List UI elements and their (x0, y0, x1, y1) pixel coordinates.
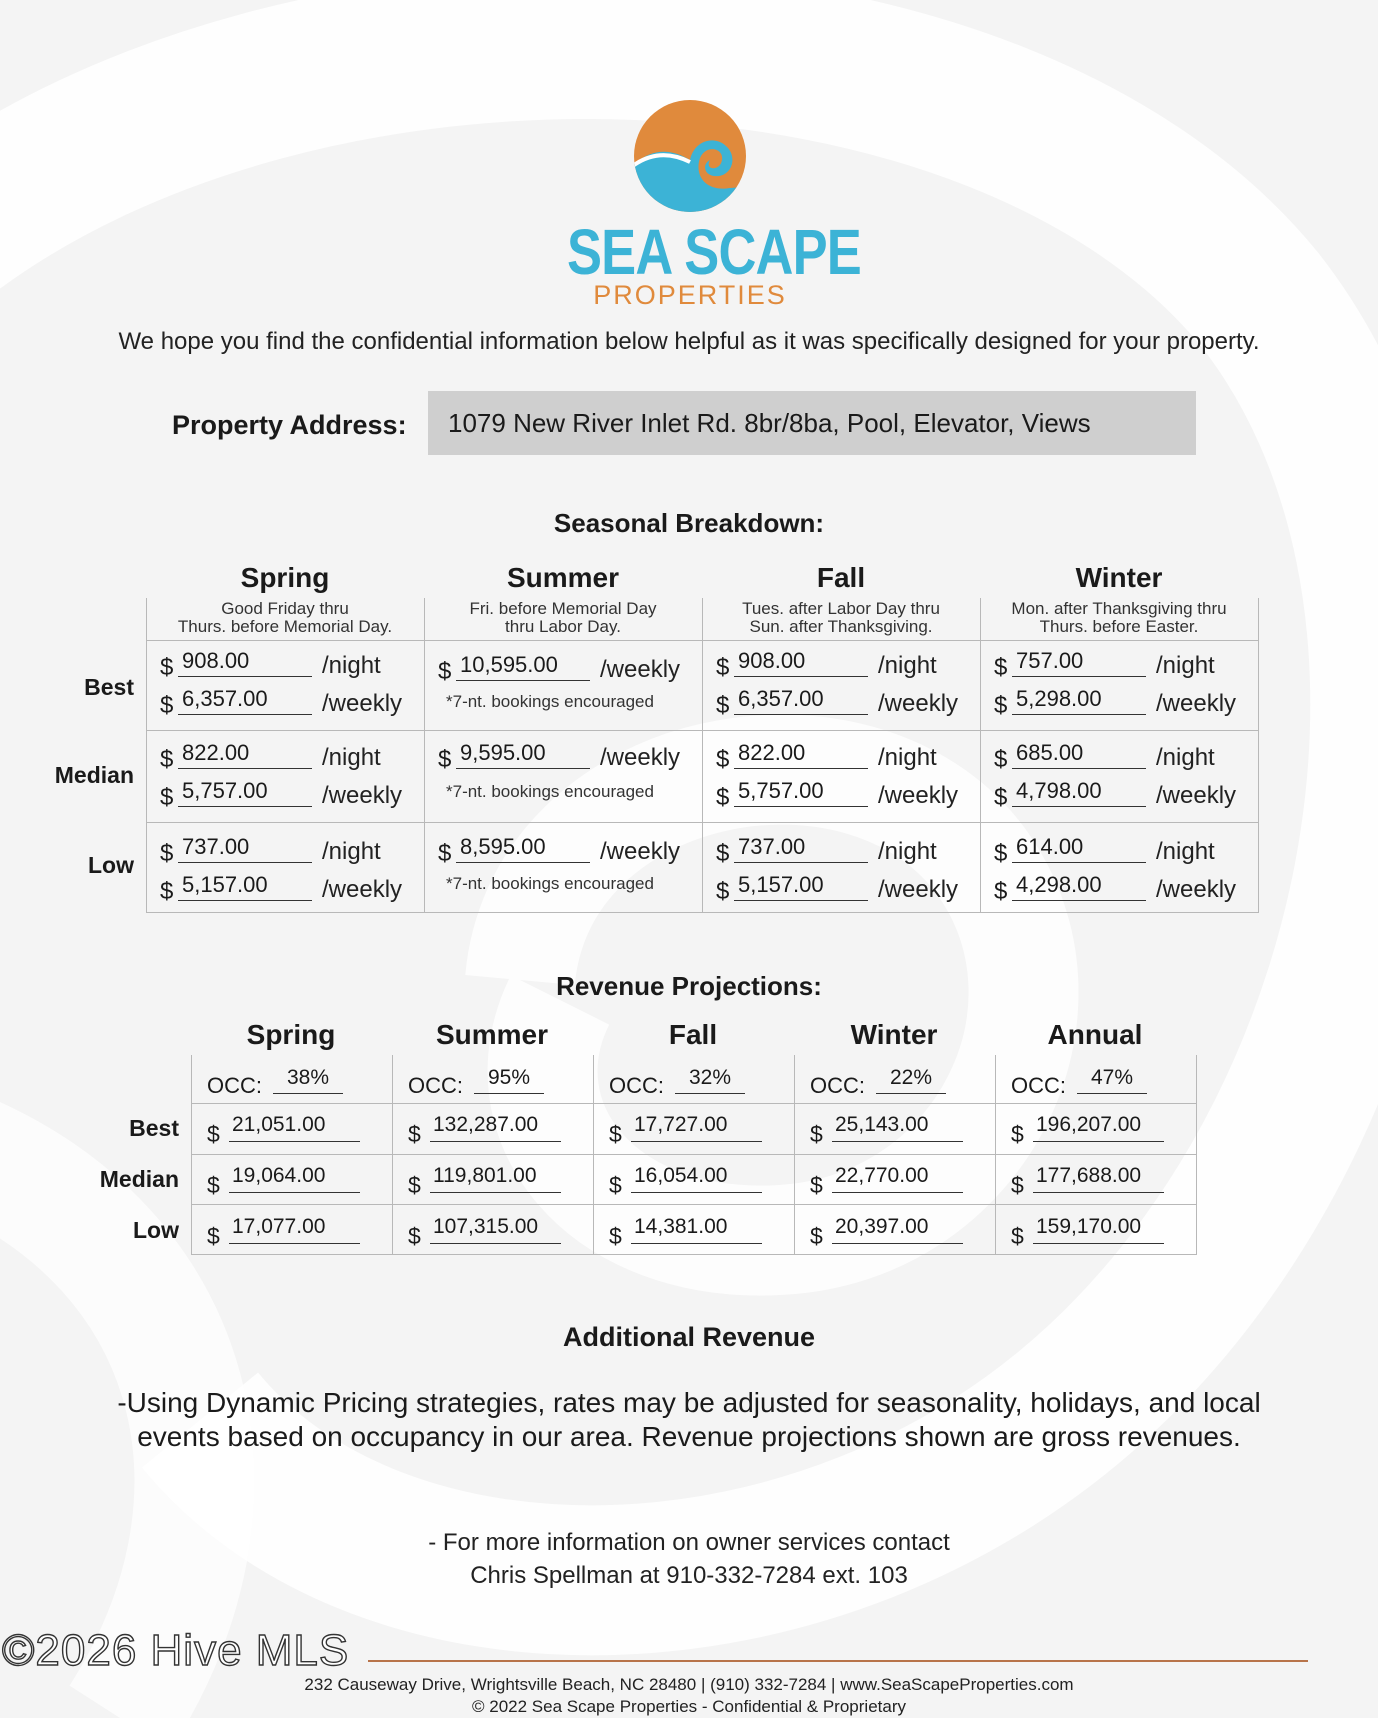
property-address-label: Property Address: (172, 410, 407, 440)
revenue-head-annual: Annual (1047, 1019, 1143, 1050)
revenue-annual-best: $ 196,207.00 (995, 1103, 1195, 1153)
revenue-winter-best: $ 25,143.00 (794, 1103, 994, 1153)
fall-median-cell: $ 822.00 /night $ 5,757.00 /weekly (716, 740, 959, 811)
revenue-winter-low: $ 20,397.00 (794, 1205, 994, 1255)
season-dates-fall: Tues. after Labor Day thru Sun. after Thanksgiving. (742, 599, 940, 636)
season-dates-summer: Fri. before Memorial Day thru Labor Day. (469, 599, 657, 636)
additional-revenue-title: Additional Revenue (562, 1322, 816, 1352)
revenue-fall-median: $ 16,054.00 (593, 1154, 793, 1204)
fall-best-weekly: 6,357.00 (734, 684, 868, 715)
winter-low-cell: $ 614.00 /night $ 4,298.00 /weekly (994, 834, 1237, 905)
wave-logo-icon (630, 96, 750, 216)
winter-best-night: 757.00 (1012, 646, 1146, 677)
fall-median-weekly: 5,757.00 (734, 776, 868, 807)
season-dates-spring: Good Friday thru Thurs. before Memorial Day. (177, 599, 393, 636)
summer-median-cell: $ 9,595.00 /weekly *7-nt. bookings encouraged (438, 740, 681, 801)
footer-address: 232 Causeway Drive, Wrightsville Beach, NC 28480 | (910) 332-7284 | www.SeaScapeProperties.com (304, 1675, 1074, 1694)
spring-best-weekly: 6,357.00 (178, 684, 312, 715)
season-head-summer: Summer (506, 562, 620, 593)
season-head-spring: Spring (240, 562, 330, 593)
revenue-annual-median: $ 177,688.00 (995, 1154, 1195, 1204)
revenue-head-fall: Fall (668, 1019, 718, 1050)
winter-best-weekly: 5,298.00 (1012, 684, 1146, 715)
occ-summer: OCC: 95% (392, 1063, 592, 1103)
revenue-spring-low: $ 17,077.00 (191, 1205, 391, 1255)
revenue-summer-low: $ 107,315.00 (392, 1205, 592, 1255)
revenue-row-median: Median (99, 1166, 179, 1192)
row-label-low: Low (88, 852, 134, 878)
brand-name: SEA SCAPE (567, 216, 861, 288)
spring-low-cell: $ 737.00 /night $ 5,157.00 /weekly (160, 834, 403, 905)
contact-info: - For more information on owner services contact Chris Spellman at 910-332-7284 ext. 103 (428, 1529, 950, 1589)
revenue-grid (99, 1019, 1197, 1255)
occ-winter: OCC: 22% (794, 1063, 994, 1103)
property-address-value: 1079 New River Inlet Rd. 8br/8ba, Pool, Elevator, Views (428, 391, 1196, 455)
spring-low-weekly: 5,157.00 (178, 870, 312, 901)
summer-note: *7-nt. bookings encouraged (446, 782, 654, 801)
summer-best-cell: $ 10,595.00 /weekly *7-nt. bookings encouraged (438, 652, 681, 711)
revenue-summer-best: $ 132,287.00 (392, 1103, 592, 1153)
fall-low-cell: $ 737.00 /night $ 5,157.00 /weekly (716, 834, 959, 905)
revenue-head-summer: Summer (435, 1019, 549, 1050)
summer-best-weekly: 10,595.00 (456, 650, 590, 681)
fall-low-weekly: 5,157.00 (734, 870, 868, 901)
fall-best-night: 908.00 (734, 646, 868, 677)
seasonal-title: Seasonal Breakdown: (553, 508, 825, 538)
revenue-spring-best: $ 21,051.00 (191, 1103, 391, 1153)
footer-copyright: © 2022 Sea Scape Properties - Confidential & Proprietary (472, 1697, 906, 1716)
spring-median-night: 822.00 (178, 738, 312, 769)
brand-logo (540, 96, 861, 310)
revenue-fall-low: $ 14,381.00 (593, 1205, 793, 1255)
footer-divider (368, 1660, 1308, 1662)
seasonal-grid (54, 562, 1256, 913)
summer-median-weekly: 9,595.00 (456, 738, 590, 769)
brand-subtitle: PROPERTIES (593, 280, 787, 310)
spring-median-weekly: 5,757.00 (178, 776, 312, 807)
fall-median-night: 822.00 (734, 738, 868, 769)
row-label-median: Median (54, 762, 134, 788)
footer (0, 1674, 1378, 1718)
revenue-winter-median: $ 22,770.00 (794, 1154, 994, 1204)
revenue-summer-median: $ 119,801.00 (392, 1154, 592, 1204)
summer-note: *7-nt. bookings encouraged (446, 692, 654, 711)
revenue-head-winter: Winter (850, 1019, 938, 1050)
winter-median-night: 685.00 (1012, 738, 1146, 769)
intro-text: We hope you find the confidential information below helpful as it was specifically designed for your property. (118, 328, 1260, 355)
revenue-row-low: Low (133, 1217, 179, 1243)
revenue-head-spring: Spring (246, 1019, 336, 1050)
occ-spring: OCC: 38% (191, 1063, 391, 1103)
revenue-annual-low: $ 159,170.00 (995, 1205, 1195, 1255)
season-dates-winter: Mon. after Thanksgiving thru Thurs. before Easter. (1011, 599, 1227, 636)
fall-best-cell: $ 908.00 /night $ 6,357.00 /weekly (716, 648, 959, 719)
season-head-fall: Fall (816, 562, 866, 593)
additional-revenue-text: -Using Dynamic Pricing strategies, rates may be adjusted for seasonality, holidays, and local events based on occupancy in our area. Revenue projections shown are gross revenues. (117, 1387, 1261, 1452)
summer-note: *7-nt. bookings encouraged (446, 874, 654, 893)
summer-low-weekly: 8,595.00 (456, 832, 590, 863)
spring-best-cell: $ 908.00 /night $ 6,357.00 /weekly (160, 648, 403, 719)
row-label-best: Best (84, 674, 134, 700)
winter-median-weekly: 4,798.00 (1012, 776, 1146, 807)
winter-low-weekly: 4,298.00 (1012, 870, 1146, 901)
revenue-fall-best: $ 17,727.00 (593, 1103, 793, 1153)
winter-low-night: 614.00 (1012, 832, 1146, 863)
occ-annual: OCC: 47% (995, 1063, 1195, 1103)
spring-median-cell: $ 822.00 /night $ 5,757.00 /weekly (160, 740, 403, 811)
season-head-winter: Winter (1075, 562, 1163, 593)
revenue-spring-median: $ 19,064.00 (191, 1154, 391, 1204)
watermark: ©2026 Hive MLS (2, 1626, 350, 1675)
revenue-title: Revenue Projections: (556, 971, 822, 1001)
fall-low-night: 737.00 (734, 832, 868, 863)
occ-fall: OCC: 32% (593, 1063, 793, 1103)
spring-low-night: 737.00 (178, 832, 312, 863)
winter-best-cell: $ 757.00 /night $ 5,298.00 /weekly (994, 648, 1237, 719)
winter-median-cell: $ 685.00 /night $ 4,798.00 /weekly (994, 740, 1237, 811)
revenue-row-best: Best (129, 1115, 179, 1141)
summer-low-cell: $ 8,595.00 /weekly *7-nt. bookings encouraged (438, 834, 681, 893)
spring-best-night: 908.00 (178, 646, 312, 677)
